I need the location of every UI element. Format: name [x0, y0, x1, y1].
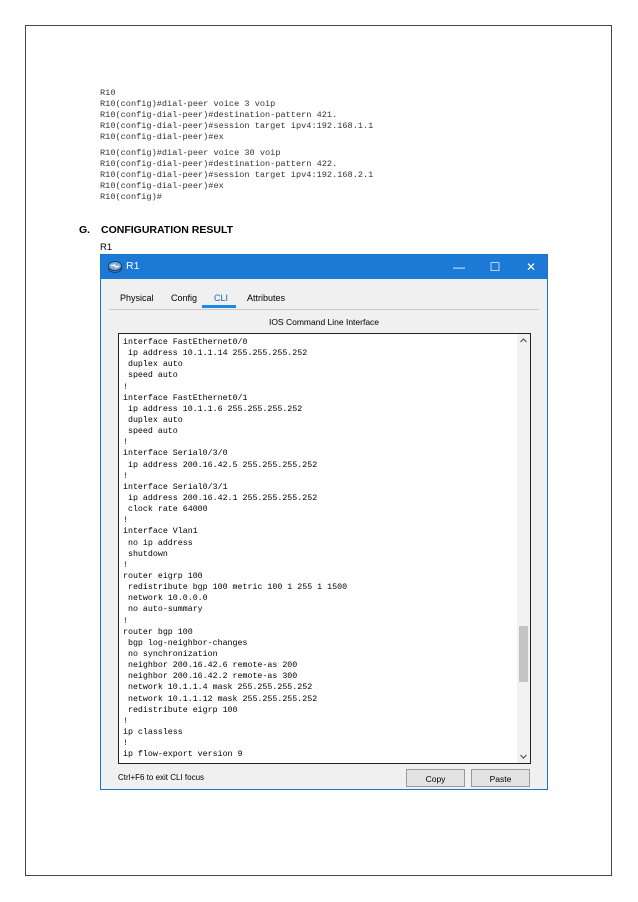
terminal-line: ! — [123, 516, 128, 526]
maximize-button[interactable]: ☐ — [489, 260, 501, 274]
terminal-line: interface Serial0/3/1 — [123, 482, 228, 492]
cli-terminal[interactable] — [118, 333, 531, 764]
router-icon — [107, 259, 123, 275]
snippet-line: R10(config-dial-peer)#destination-pattern 422. — [100, 159, 338, 170]
terminal-line: interface FastEthernet0/1 — [123, 393, 248, 403]
terminal-line: ip classless — [123, 727, 183, 737]
device-window — [100, 254, 548, 790]
terminal-line: network 10.0.0.0 — [123, 594, 208, 604]
terminal-line: network 10.1.1.4 mask 255.255.255.252 — [123, 683, 313, 693]
terminal-line: ! — [123, 739, 128, 749]
router-label: R1 — [100, 242, 113, 253]
terminal-line: router bgp 100 — [123, 627, 193, 637]
terminal-line: ! — [123, 471, 128, 481]
close-button[interactable]: ✕ — [525, 260, 537, 274]
window-titlebar[interactable] — [101, 255, 547, 279]
terminal-line: ip address 200.16.42.5 255.255.255.252 — [123, 460, 318, 470]
minimize-button[interactable]: — — [453, 260, 465, 274]
snippet-line: R10(config)#dial-peer voice 30 voip — [100, 148, 281, 159]
snippet-line: R10(config-dial-peer)#destination-pattern 421. — [100, 109, 338, 120]
snippet-line: R10 — [100, 88, 116, 98]
terminal-line: ip address 10.1.1.14 255.255.255.252 — [123, 349, 308, 359]
copy-button[interactable]: Copy — [406, 769, 465, 787]
terminal-line: speed auto — [123, 427, 178, 437]
terminal-line: speed auto — [123, 371, 178, 381]
footer-hint: Ctrl+F6 to exit CLI focus — [118, 773, 205, 782]
terminal-output — [123, 337, 347, 760]
terminal-scrollbar[interactable] — [517, 334, 530, 763]
terminal-line: ip address 200.16.42.1 255.255.255.252 — [123, 493, 318, 503]
terminal-line: ip address 10.1.1.6 255.255.255.252 — [123, 404, 303, 414]
tab-separator — [109, 309, 539, 310]
terminal-line: duplex auto — [123, 415, 183, 425]
terminal-line: redistribute bgp 100 metric 100 1 255 1 1500 — [123, 583, 348, 593]
tab-cli[interactable]: CLI — [214, 293, 229, 303]
section-title: CONFIGURATION RESULT — [101, 224, 234, 236]
scroll-up-icon[interactable] — [517, 334, 530, 347]
terminal-line: ! — [123, 716, 128, 726]
tab-physical[interactable]: Physical — [120, 293, 154, 303]
terminal-line: ! — [123, 382, 128, 392]
terminal-line: no ip address — [123, 538, 193, 548]
terminal-line: interface Vlan1 — [123, 527, 198, 537]
terminal-line: neighbor 200.16.42.2 remote-as 300 — [123, 672, 298, 682]
active-tab-indicator — [202, 305, 236, 308]
terminal-line: interface Serial0/3/0 — [123, 449, 228, 459]
terminal-line: ! — [123, 560, 128, 570]
paste-button[interactable]: Paste — [471, 769, 530, 787]
tab-attributes[interactable]: Attributes — [247, 293, 286, 303]
snippet-line: R10(config-dial-peer)#ex — [100, 131, 224, 142]
terminal-line: network 10.1.1.12 mask 255.255.255.252 — [123, 694, 318, 704]
terminal-line: bgp log-neighbor-changes — [123, 638, 248, 648]
terminal-line: neighbor 200.16.42.6 remote-as 200 — [123, 661, 298, 671]
terminal-line: ip flow-export version 9 — [123, 750, 243, 760]
terminal-line: router eigrp 100 — [123, 571, 203, 581]
section-letter: G. — [79, 224, 91, 236]
scroll-down-icon[interactable] — [517, 750, 530, 763]
snippet-line: R10(config-dial-peer)#ex — [100, 181, 224, 192]
tab-config[interactable]: Config — [171, 293, 198, 303]
config-snippet — [100, 88, 373, 203]
snippet-line: R10(config)#dial-peer voice 3 voip — [100, 98, 276, 109]
cli-heading: IOS Command Line Interface — [268, 317, 380, 327]
terminal-line: interface FastEthernet0/0 — [123, 338, 248, 347]
snippet-line: R10(config-dial-peer)#session target ipv4:192.168.1.1 — [100, 120, 374, 131]
terminal-line: ! — [123, 438, 128, 448]
snippet-line: R10(config)# — [100, 192, 162, 203]
snippet-line: R10(config-dial-peer)#session target ipv4:192.168.2.1 — [100, 170, 374, 181]
scroll-thumb[interactable] — [519, 626, 528, 682]
terminal-line: no auto-summary — [123, 605, 203, 615]
terminal-line: shutdown — [123, 549, 168, 559]
terminal-line: duplex auto — [123, 360, 183, 370]
terminal-line: ! — [123, 616, 128, 626]
window-title: R1 — [126, 260, 140, 272]
terminal-line: redistribute eigrp 100 — [123, 705, 238, 715]
terminal-line: no synchronization — [123, 649, 218, 659]
section-heading — [79, 224, 233, 236]
terminal-line: clock rate 64000 — [123, 505, 208, 515]
